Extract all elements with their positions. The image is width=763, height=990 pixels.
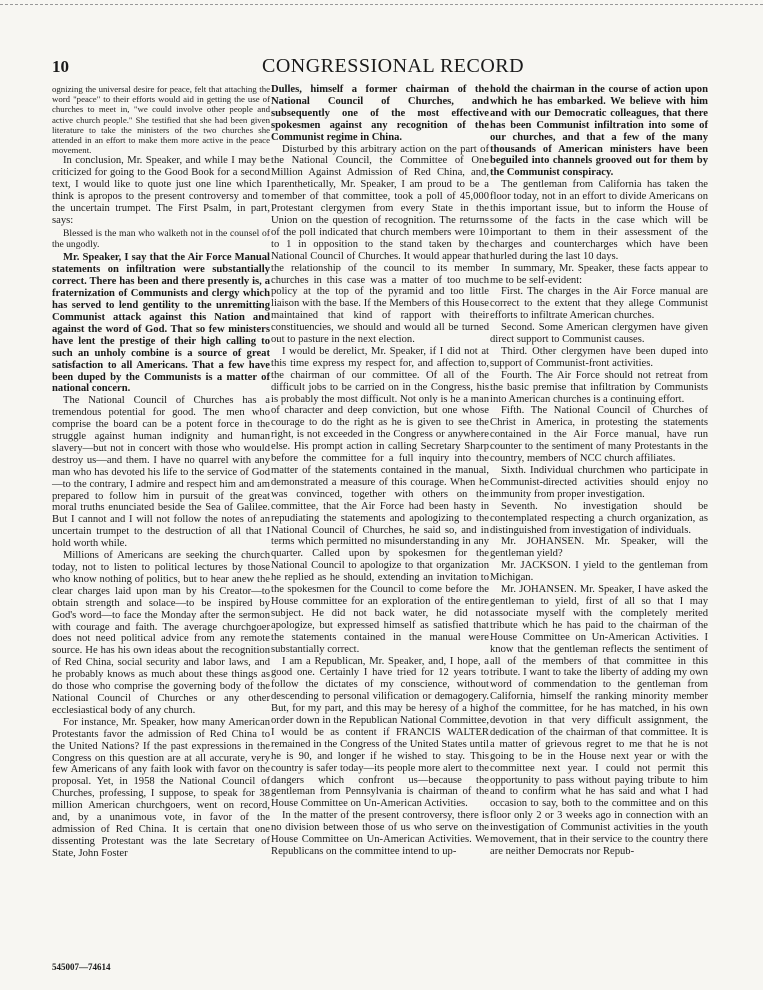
paragraph: Mr. Speaker, I say that the Air Force Manual statements on infiltration were substantially correct. There has been and there presently is, a fraternization of Communists and clergy which has served to lend gentility to the unremitting Communist attack against this Nation and against the word of God. That so few ministers have lent the prestige of their high calling to such an unholy combine is a source of great satisfaction to all Americans. That a few have been duped by the Communists is a matter of national concern. — [52, 252, 270, 395]
paragraph: hold the chairman in the course of action upon which he has embarked. We believe with him and with our Democratic colleagues, that there has been Communist infiltration into some of our churches, and that a few of the many thousands of American ministers have been beguiled into channels grooved out for them by the Communist conspiracy. — [490, 84, 708, 179]
paragraph: Fifth. The National Council of Churches of Christ in America, in protesting the statements contained in the Air Force manual, have run counter to the sentiment of many Protestants in the country, members of NCC church affiliates. — [490, 405, 708, 465]
paragraph: The National Council of Churches has a tremendous potential for good. The men who comprise the board can be a potent force in the struggle against human indignity and human slavery—but not in concert with those who would destroy us—and them. I have no quarrel with any man who has devoted his life to the service of God—to the contrary, I admire and respect him and am prepared to follow him in pursuit of the great moral truths enunciated beside the Sea of Galilee. But I cannot and I will not follow the notes of an uncertain trumpet to the destruction of all that I hold worth while. — [52, 395, 270, 550]
paragraph: For instance, Mr. Speaker, how many American Protestants favor the admission of Red China to the United Nations? If the past expressions in the Congress on this question are at all accurate, very few Americans of any faith look with favor on the proposal. Yet, in 1958 the National Council of Churches, professing, I suppose, to speak for 38 million American churchgoers, went on record, and, by a unanimous vote, in favor of the admission of Red China. It is certain that one dissenting Protestant was the late Secretary of State, John Foster — [52, 716, 270, 859]
paragraph: I would be derelict, Mr. Speaker, if I did not at this time express my respect for, and affection to, the chairman of our committee. Of all of the difficult jobs to be carried on in the Congress, his is probably the most difficult. Not only is he a man of character and deep conviction, but one whose courage to do the right as he is given to see the right, is not exceeded in the Congress or anywhere else. His prompt action in calling Secretary Sharp before the committee for a full inquiry into the matter of the statements contained in the manual, demonstrated a measure of this courage. When he was convinced, together with others on the committee, that the Air Force had been hasty in repudiating the statements and apologizing to the National Council of Churches, he said so, and in terms which permitted no misunderstanding in any quarter. Called upon by spokesmen for the National Council to apologize to that organization he replied as he should, extending an invitation to the spokesmen for the Council to come before the House committee for an exploration of the entire subject. He did not back water, he did not apologize, but expressed himself as satisfied that the statements contained in the manual were substantially correct. — [271, 345, 489, 655]
paragraph: Second. Some American clergymen have given direct support to Communist causes. — [490, 322, 708, 346]
paragraph: Seventh. No investigation should be contemplated respecting a church organization, as distinguished from investigation of individuals. — [490, 500, 708, 536]
page-title: CONGRESSIONAL RECORD — [262, 55, 525, 77]
paragraph: Millions of Americans are seeking the church today, not to listen to political lectures by those who know nothing of politics, but to hear anew the clear charges laid upon man by his Creator—to obtain strength and solace—to be inspired by God's word—to face the Monday after the sermon with courage and faith. The average churchgoer does not need political advice from any remote source. He has his own ideas about the recognition of Red China, social security and labor laws, and he probably knows as much about these things as do those who comprise the governing body of the National Council of Churches or any other ecclesiastical body of any church. — [52, 550, 270, 716]
paragraph: In the matter of the present controversy, there is no division between those of us who serve on the House Committee on Un-American Activities. We Republicans on the committee intend to up- — [271, 810, 489, 857]
paragraph: In summary, Mr. Speaker, these facts appear to me to be self-evident: — [490, 262, 708, 286]
paragraph: Dulles, himself a former chairman of the National Council of Churches, and subsequently one of the most effective spokesmen against any recognition of the Communist regime in China. — [271, 84, 489, 143]
paragraph: Sixth. Individual churchmen who participate in Communist-directed activities should enjoy no immunity from proper investigation. — [490, 465, 708, 500]
paragraph: In conclusion, Mr. Speaker, and while I may be criticized for going to the Good Book for a second text, I would like to quote just one line which I think is apropos to the present controversy and to the uncertain trumpet. The First Psalm, in part, says: — [52, 155, 270, 226]
paragraph: Mr. JOHANSEN. Mr. Speaker, will the gentleman yield? — [490, 536, 708, 560]
text-column-2 — [271, 84, 489, 858]
paragraph: The gentleman from California has taken the floor today, not in an effort to divide Americans on this important issue, but to inform the House of some of the facts in the case which will be important to them in their assessment of the charges and countercharges which have been hurled during the last 10 days. — [490, 179, 708, 262]
paragraph: Third. Other clergymen have been duped into support of Communist-front activities. — [490, 345, 708, 369]
paragraph: Mr. JACKSON. I yield to the gentleman from Michigan. — [490, 560, 708, 584]
page-top-border — [0, 4, 763, 5]
paragraph: First. The charges in the Air Force manual are correct to the extent that they allege Communist efforts to infiltrate American churches. — [490, 286, 708, 322]
page-number: 10 — [52, 57, 69, 76]
text-column-1 — [52, 84, 270, 860]
paragraph: Mr. JOHANSEN. Mr. Speaker, I have asked the gentleman to yield, first of all so that I may associate myself with the completely merited tribute which he has paid to the chairman of the House Committee on Un-American Activities. I know that the gentleman reflects the sentiment of all of the members of that committee in this tribute. I want to take the liberty of adding my own word of commendation to the gentleman from California, himself the ranking minority member of the committee, for he has matched, in his own devotion in that very difficult assignment, the dedication of the chairman of that committee. It is a matter of grievous regret to me that he is not going to be in the House next year or with the committee next year. I could not permit this opportunity to pass without paying tribute to him and to confirm what he has said and what I had occasion to say, both to the committee and on this floor only 2 or 3 weeks ago in connection with an investigation of Communist activities in the youth movement, that in their service to the country there are neither Democrats nor Repub- — [490, 584, 708, 857]
paragraph: I am a Republican, Mr. Speaker, and, I hope, a good one. Certainly I have tried for 12 years to follow the dictates of my conscience, without descending to personal vilification or demagogery. But, for my part, and this may be heresy of a high order down in the Republican National Committee, I would be as content if FRANCIS WALTER remained in the Congress of the United States until he is 90, and longer if he wished to stay. This country is safer today—its people more alert to the dangers which confront us—because the gentleman from Pennsylvania is chairman of the House Committee on Un-American Activities. — [271, 655, 489, 810]
paragraph: Fourth. The Air Force should not retreat from the basic premise that infiltration by Communists into American churches is a continuing effort. — [490, 369, 708, 405]
paragraph: Disturbed by this arbitrary action on the part of the National Council, the Committee of One Million Against Admission of Red China, and, parenthetically, Mr. Speaker, I am proud to be a member of that committee, took a poll of 45,000 Protestant clergymen from every State in the Union on the question of recognition. The returns of the poll indicated that church members were 10 to 1 in opposition to the stand taken by the National Council of Churches. It would appear that the relationship of the council to its member churches in this case was a matter of too much policy at the top of the pyramid and too little liaison with the base. If the Members of this House maintained that kind of rapport with their constituencies, we should and would all be turned out to pasture in the next election. — [271, 143, 489, 346]
text-column-3 — [490, 84, 708, 858]
paragraph: ognizing the universal desire for peace, felt that attaching the word "peace" to their efforts would aid in getting the use of churches to meet in, "we could involve other people and active church people." She testified that she had been given literature to take the ministers of the two churches she attended in an effort to make them more active in the peace movement. — [52, 84, 270, 156]
print-code: 545007—74614 — [52, 962, 111, 972]
paragraph: Blessed is the man who walketh not in the counsel of the ungodly. — [52, 227, 270, 250]
